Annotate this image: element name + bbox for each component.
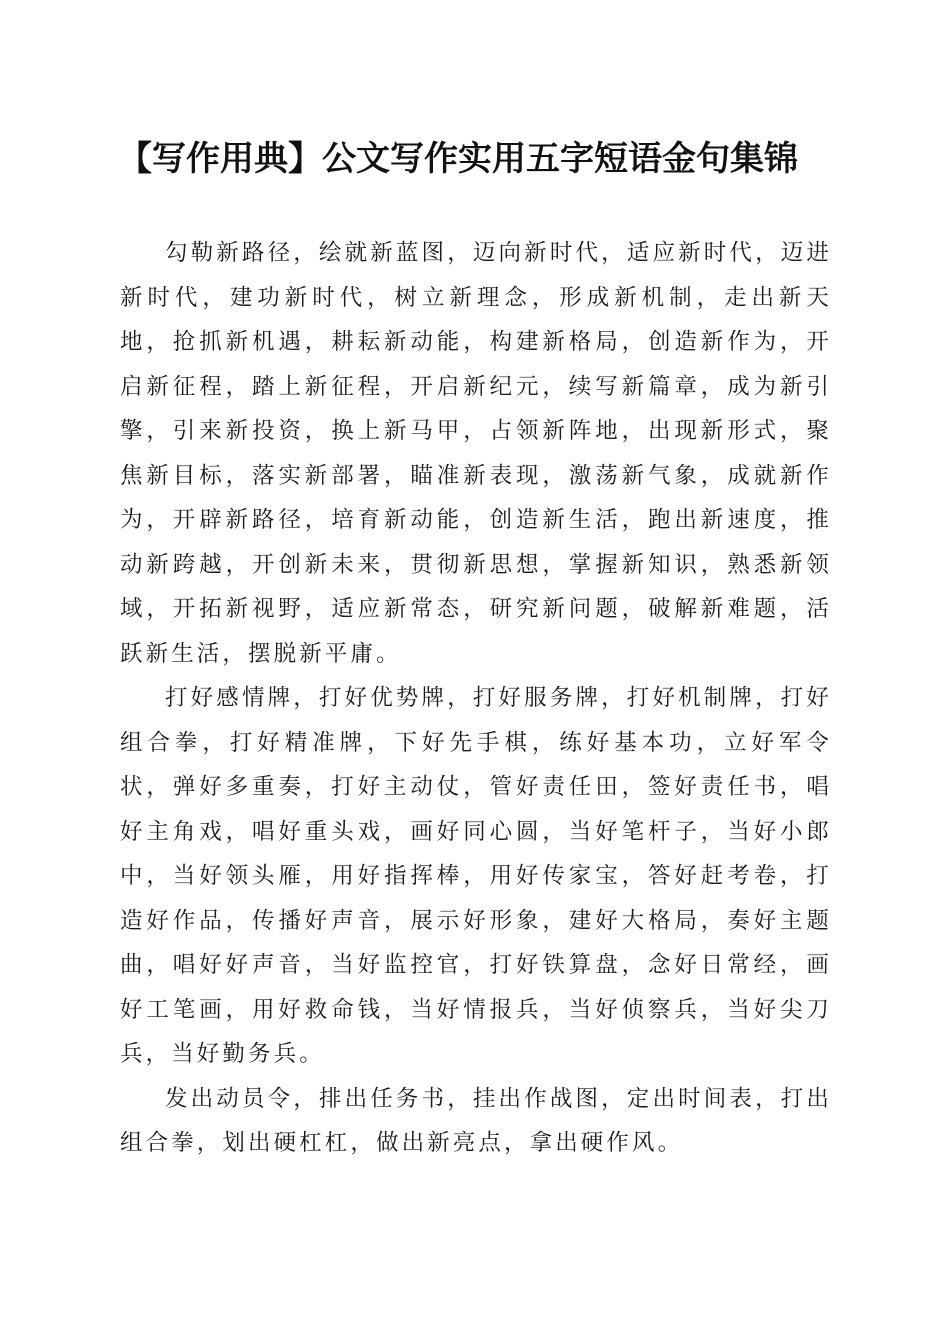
document-body [120, 231, 832, 1166]
paragraph-good-phrases: 打好感情牌，打好优势牌，打好服务牌，打好机制牌，打好组合拳，打好精准牌，下好先手棋，练好基本功，立好军令状，弹好多重奏，打好主动仗，管好责任田，签好责任书，唱好主角戏，唱好重头戏，画好同心圆，当好笔杆子，当好小郎中，当好领头雁，用好指挥棒，用好传家宝，答好赶考卷，打造好作品，传播好声音，展示好形象，建好大格局，奏好主题曲，唱好好声音，当好监控官，打好铁算盘，念好日常经，画好工笔画，用好救命钱，当好情报兵，当好侦察兵，当好尖刀兵，当好勤务兵。 [120, 685, 832, 1067]
paragraph-out-phrases: 发出动员令，排出任务书，挂出作战图，定出时间表，打出组合拳，划出硬杠杠，做出新亮点，拿出硬作风。 [120, 1085, 832, 1156]
paragraph-new-phrases: 勾勒新路径，绘就新蓝图，迈向新时代，适应新时代，迈进新时代，建功新时代，树立新理念，形成新机制，走出新天地，抢抓新机遇，耕耘新动能，构建新格局，创造新作为，开启新征程，踏上新征程，开启新纪元，续写新篇章，成为新引擎，引来新投资，换上新马甲，占领新阵地，出现新形式，聚焦新目标，落实新部署，瞄准新表现，激荡新气象，成就新作为，开辟新路径，培育新动能，创造新生活，跑出新速度，推动新跨越，开创新未来，贯彻新思想，掌握新知识，熟悉新领域，开拓新视野，适应新常态，研究新问题，破解新难题，活跃新生活，摆脱新平庸。 [120, 240, 832, 667]
document-title: 【写作用典】公文写作实用五字短语金句集锦 [118, 139, 798, 179]
